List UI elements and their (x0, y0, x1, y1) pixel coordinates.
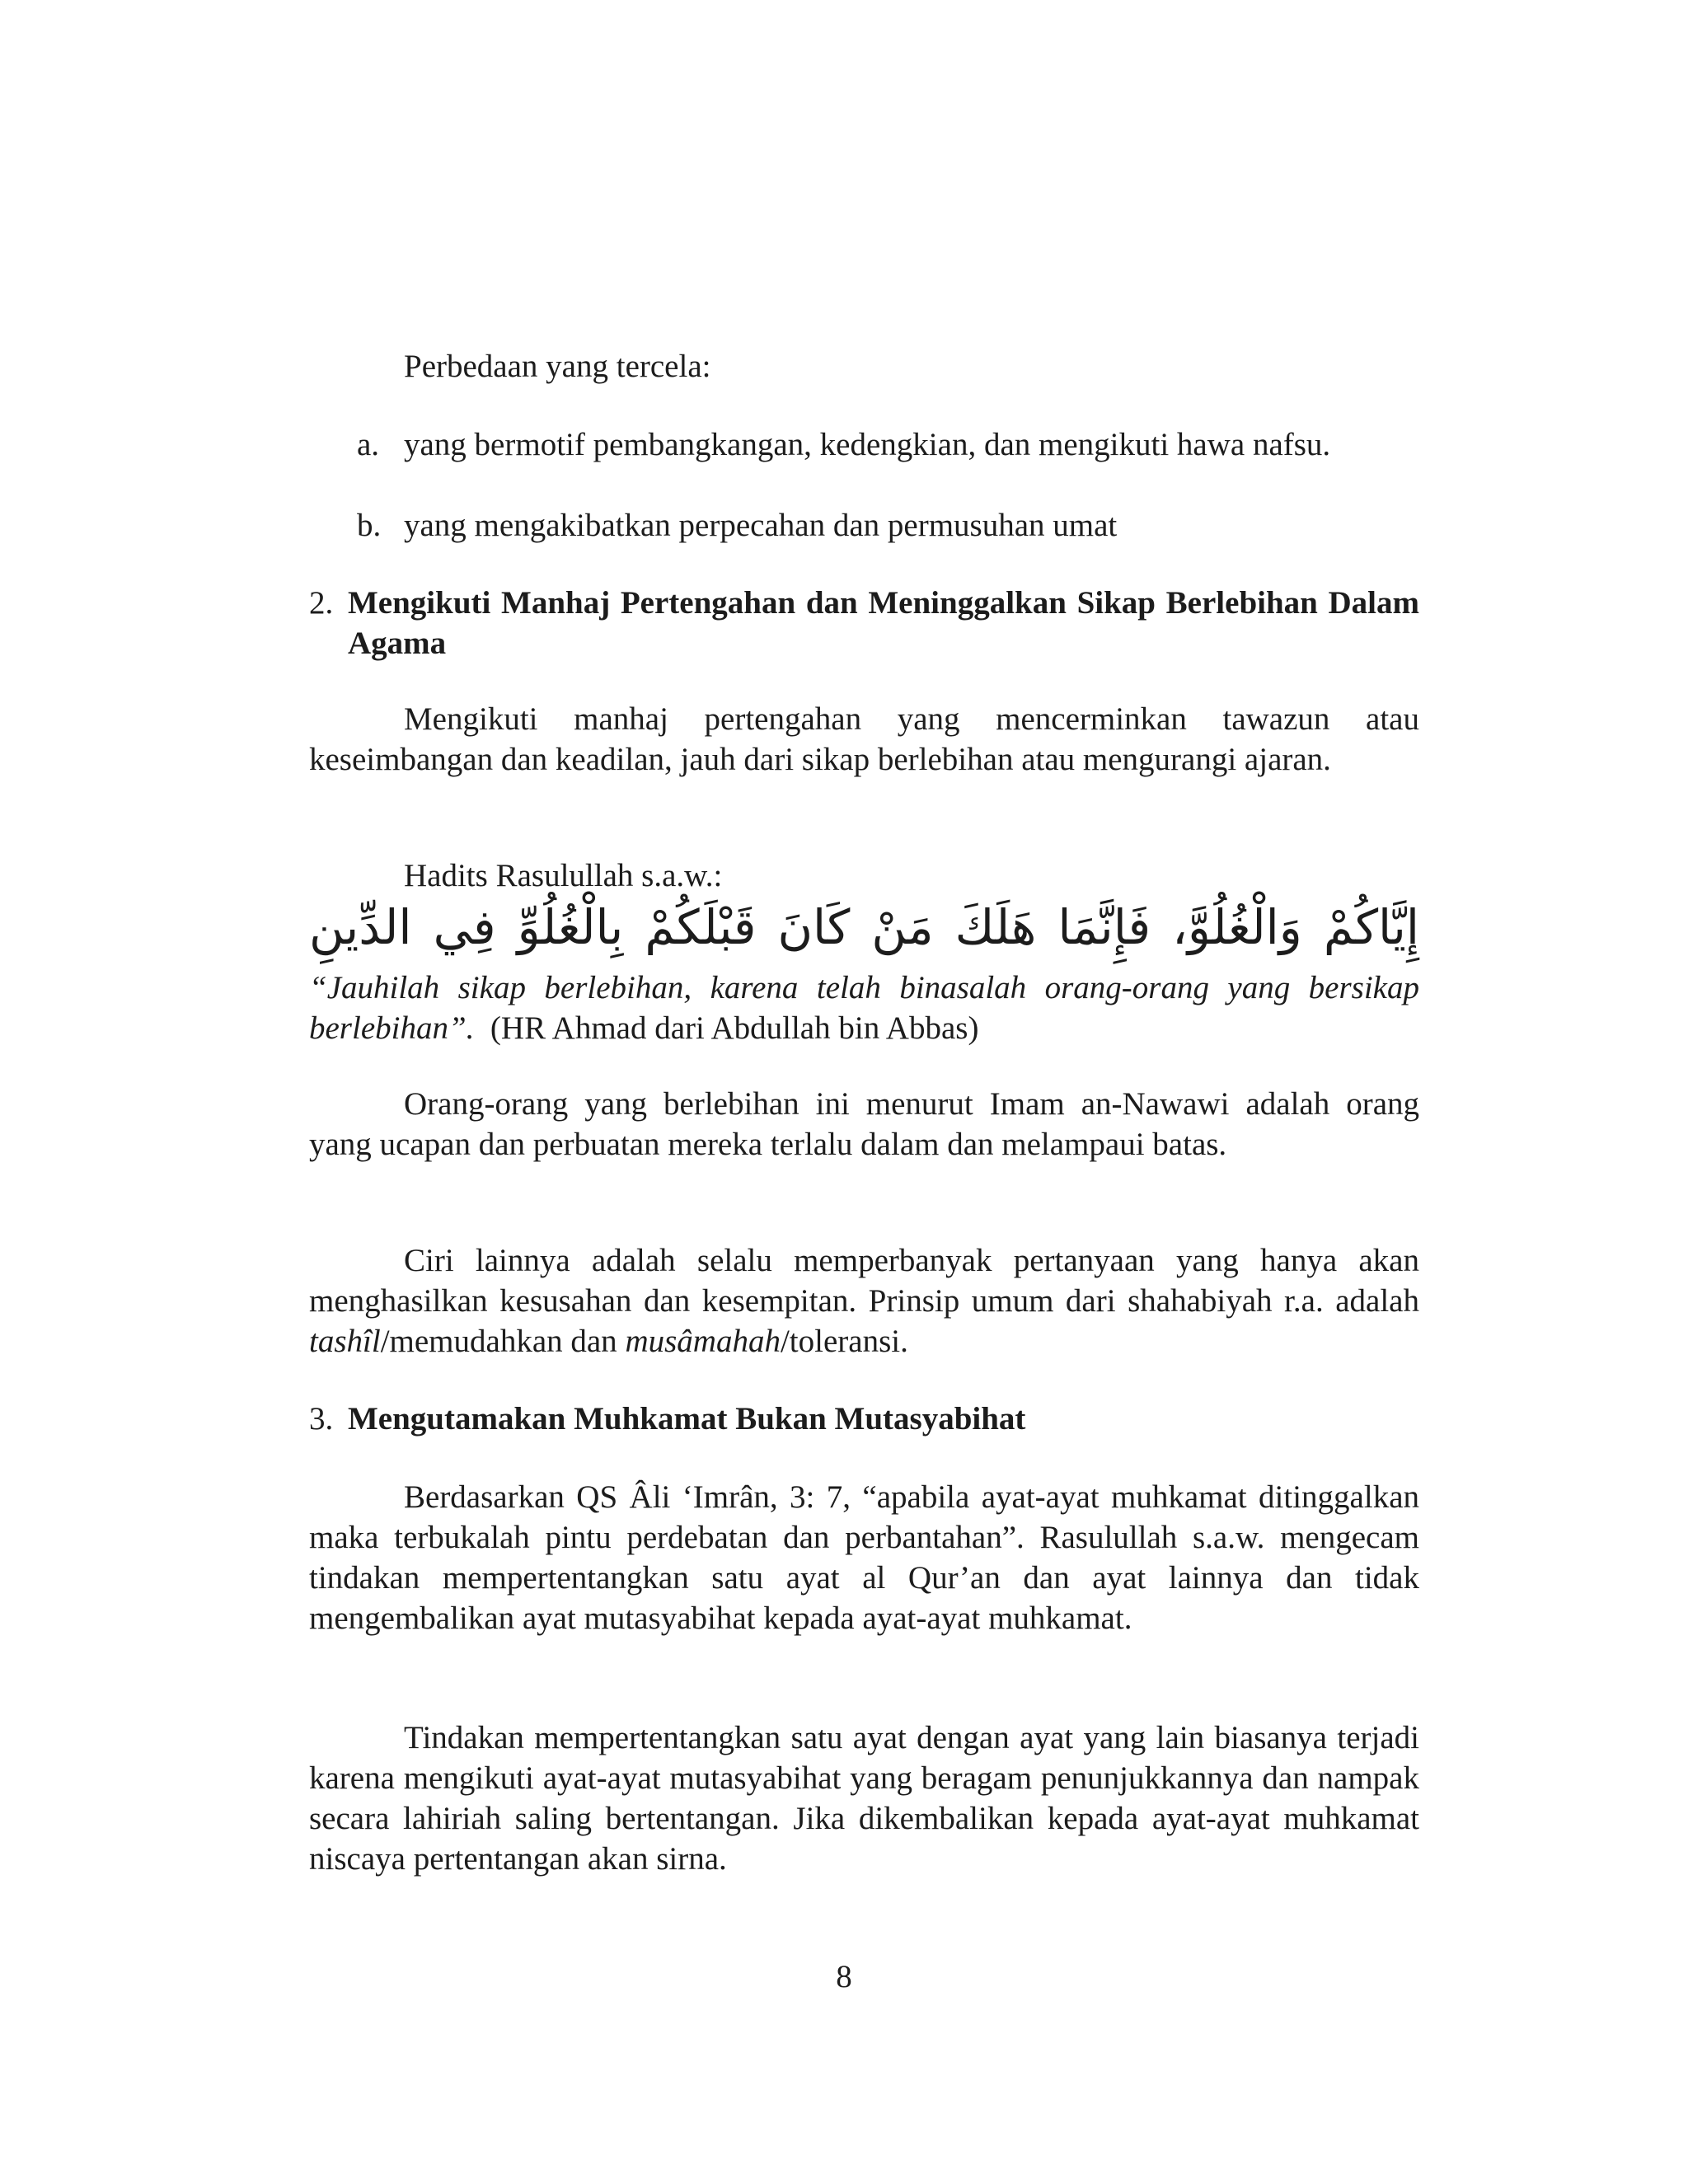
list-item-text: yang bermotif pembangkangan, kedengkian, dan mengikuti hawa nafsu. (404, 427, 1331, 462)
list-item (309, 424, 1419, 505)
term-musamahah: musâmahah (625, 1324, 781, 1359)
paragraph-text: /toleransi. (780, 1324, 908, 1359)
section-2-heading (309, 583, 1419, 663)
translation-source: (HR Ahmad dari Abdullah bin Abbas) (490, 1010, 979, 1046)
term-tashil: tashîl (309, 1324, 381, 1359)
list-item (309, 505, 1419, 546)
arabic-hadith: إِيَّاكُمْ وَالْغُلُوَّ، فَإِنَّمَا هَلَكَ مَنْ كَانَ قَبْلَكُمْ بِالْغُلُوِّ فِي الدِّينِ (309, 899, 1419, 955)
page-number: 8 (836, 1959, 852, 1994)
intro-label: Perbedaan yang tercela: (404, 349, 711, 384)
paragraph (309, 1240, 1419, 1361)
section-3-heading (309, 1399, 1419, 1439)
translation-italic: “Jauhilah sikap berlebihan, karena telah binasalah orang-orang yang bersikap berlebihan”. (309, 970, 1419, 1046)
hadith-translation (309, 968, 1419, 1048)
document-page (309, 0, 1419, 2184)
paragraph: Berdasarkan QS Âli ‘Imrân, 3: 7, “apabila ayat-ayat muhkamat ditinggalkan maka terbukalah pintu perdebatan dan perbantahan”. Rasulullah s.a.w. mengecam tindakan mempertentangkan satu ayat al Qur’an dan ayat lainnya dan tidak mengembalikan ayat mutasyabihat kepada ayat-ayat muhkamat. (309, 1479, 1419, 1636)
paragraph: Orang-orang yang berlebihan ini menurut Imam an-Nawawi adalah orang yang ucapan dan perbuatan mereka terlalu dalam dan melampaui batas. (309, 1086, 1419, 1162)
section-number: 3. (309, 1401, 334, 1436)
paragraph-text: /memudahkan dan (380, 1324, 626, 1359)
list-item-text: yang mengakibatkan perpecahan dan permusuhan umat (404, 508, 1118, 543)
paragraph: Tindakan mempertentangkan satu ayat dengan ayat yang lain biasanya terjadi karena mengikuti ayat-ayat mutasyabihat yang beragam penunjukkannya dan nampak secara lahiriah saling bertentangan. Jika dikembalikan kepada ayat-ayat muhkamat niscaya pertentangan akan sirna. (309, 1720, 1419, 1877)
list-marker: b. (357, 508, 382, 543)
paragraph-text: Ciri lainnya adalah selalu memperbanyak pertanyaan yang hanya akan menghasilkan kesusahan dan kesempitan. Prinsip umum dari shahabiyah r.a. adalah (309, 1243, 1419, 1319)
hadith-label: Hadits Rasulullah s.a.w.: (404, 858, 723, 893)
list-marker: a. (357, 427, 380, 462)
section-heading-text: Mengikuti Manhaj Pertengahan dan Meninggalkan Sikap Berlebihan Dalam Agama (348, 585, 1419, 661)
section-heading-text: Mengutamakan Muhkamat Bukan Mutasyabihat (348, 1401, 1026, 1436)
section-number: 2. (309, 585, 334, 621)
paragraph: Mengikuti manhaj pertengahan yang mencerminkan tawazun atau keseimbangan dan keadilan, jauh dari sikap berlebihan atau mengurangi ajaran. (309, 701, 1419, 777)
